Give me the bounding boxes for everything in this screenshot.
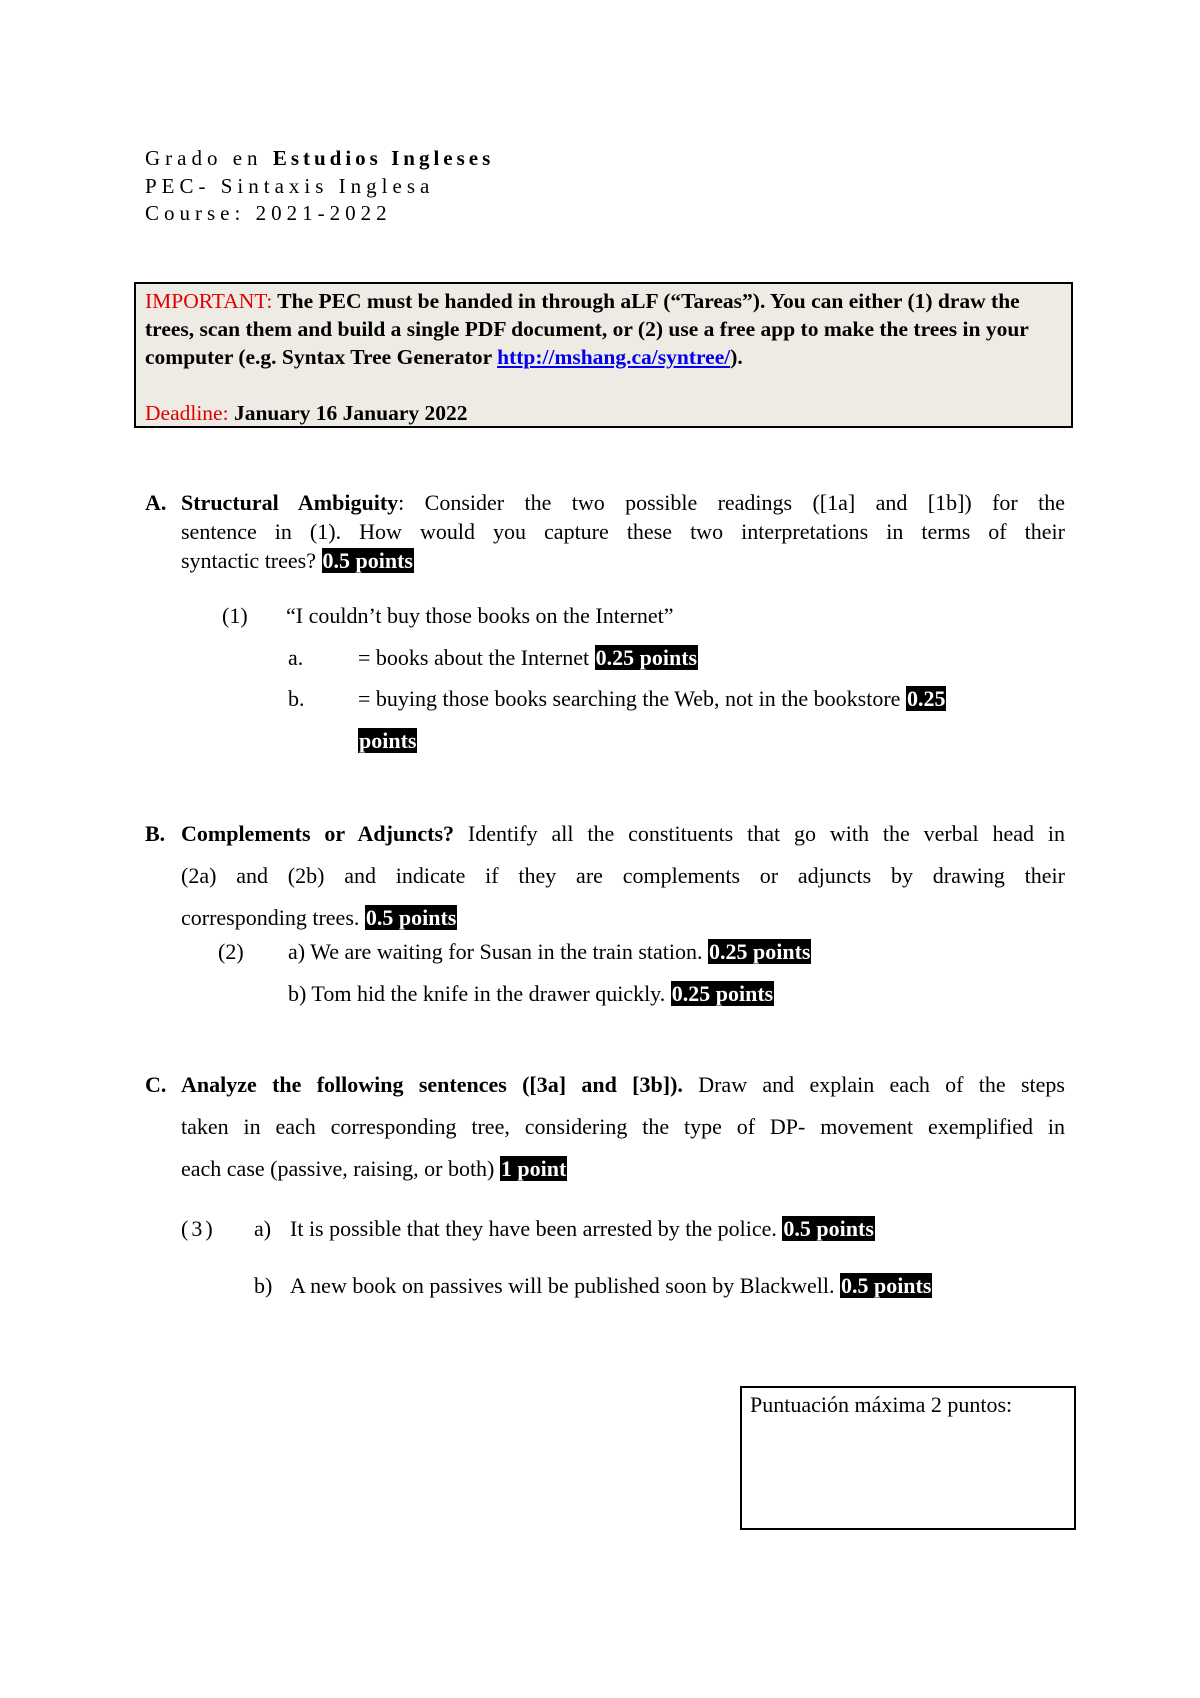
example-2b-points: 0.25 points bbox=[671, 981, 774, 1006]
section-a-letter: A. bbox=[145, 490, 167, 515]
example-2a-points: 0.25 points bbox=[709, 939, 811, 964]
example-2-num: (2) bbox=[218, 939, 244, 964]
deadline-label: Deadline: bbox=[145, 401, 229, 425]
course-year: Course: 2021-2022 bbox=[145, 201, 392, 225]
example-3b-label: b) bbox=[254, 1273, 273, 1298]
course-subtitle: PEC- Sintaxis Inglesa bbox=[145, 174, 435, 198]
section-a-line3: syntactic trees? 0.5 points bbox=[181, 548, 413, 573]
example-3a-label: a) bbox=[254, 1216, 272, 1241]
course-title: Grado en Estudios Ingleses bbox=[145, 146, 495, 170]
example-1-num: (1) bbox=[222, 603, 248, 628]
section-c-line2: taken in each corresponding tree, considering the type of DP- movement exemplified in bbox=[181, 1114, 1065, 1139]
section-a-line1: Structural Ambiguity: Consider the two possible readings ([1a] and [1b]) for the bbox=[181, 490, 1065, 515]
reading-b-points: 0.25 bbox=[906, 686, 946, 711]
section-b-line3: corresponding trees. 0.5 points bbox=[181, 905, 457, 930]
reading-a-label: a. bbox=[288, 645, 304, 670]
reading-b-label: b. bbox=[288, 686, 305, 711]
score-box bbox=[740, 1386, 1076, 1530]
example-3a-points: 0.5 points bbox=[783, 1216, 874, 1241]
score-label: Puntuación máxima 2 puntos: bbox=[750, 1392, 1013, 1417]
syntree-link[interactable]: http://mshang.ca/syntree/ bbox=[497, 345, 731, 369]
reading-b-points-cont: points bbox=[359, 728, 417, 753]
important-label: IMPORTANT: bbox=[145, 289, 273, 313]
section-c-line1: Analyze the following sentences ([3a] and [3b]). Draw and explain each of the steps bbox=[181, 1072, 1065, 1097]
example-3b-points: 0.5 points bbox=[840, 1273, 932, 1298]
reading-a-points: 0.25 points bbox=[595, 645, 698, 670]
section-c-line3: each case (passive, raising, or both) 1 point bbox=[181, 1156, 567, 1181]
example-3-num: (3) bbox=[181, 1216, 216, 1241]
reading-a: = books about the Internet 0.25 points bbox=[358, 645, 698, 670]
section-c bbox=[145, 1064, 1065, 1190]
section-b-line2: (2a) and (2b) and indicate if they are complements or adjuncts by drawing their bbox=[181, 863, 1065, 888]
section-b-letter: B. bbox=[145, 821, 166, 846]
section-b-points: 0.5 points bbox=[365, 905, 457, 930]
section-a-points: 0.5 points bbox=[322, 548, 413, 573]
section-c-letter: C. bbox=[145, 1072, 167, 1097]
example-2a: a) We are waiting for Susan in the train station. 0.25 points bbox=[288, 939, 811, 964]
section-c-points: 1 point bbox=[500, 1156, 567, 1181]
example-3a: It is possible that they have been arrested by the police. 0.5 points bbox=[290, 1216, 874, 1241]
section-b bbox=[145, 813, 1065, 939]
deadline-value: January 16 January 2022 bbox=[228, 401, 468, 425]
reading-b: = buying those books searching the Web, not in the bookstore 0.25 bbox=[358, 686, 946, 711]
important-notice: IMPORTANT: The PEC must be handed in through aLF (“Tareas”). You can either (1) draw the trees, scan them and build a single PDF document, or (2) use a free app to make the trees in your computer (e.g. Syntax Tree Generator http://mshang.ca/syntree/). Deadline: January 16 January 2022 bbox=[134, 282, 1073, 428]
example-1-text: “I couldn’t buy those books on the Internet” bbox=[286, 603, 674, 628]
example-3b: A new book on passives will be published soon by Blackwell. 0.5 points bbox=[290, 1273, 932, 1298]
section-a bbox=[145, 488, 1065, 575]
example-2b: b) Tom hid the knife in the drawer quickly. 0.25 points bbox=[288, 981, 774, 1006]
section-b-line1: Complements or Adjuncts? Identify all the constituents that go with the verbal head in bbox=[181, 821, 1066, 846]
section-a-line2: sentence in (1). How would you capture these two interpretations in terms of their bbox=[181, 519, 1065, 544]
